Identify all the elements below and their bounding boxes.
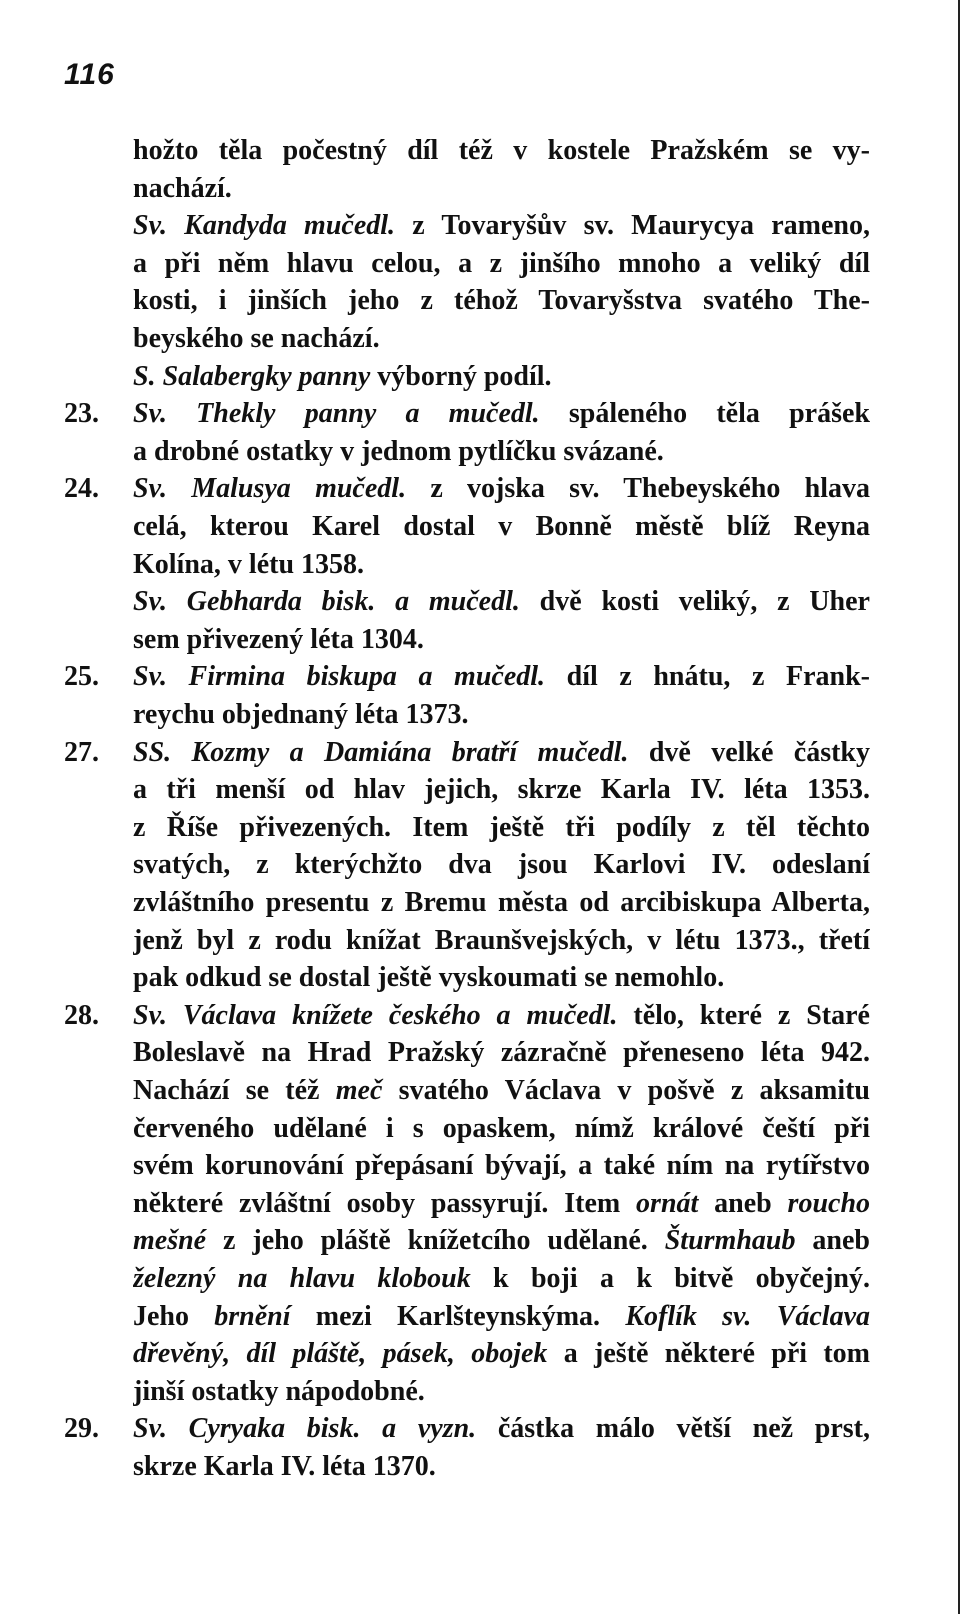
text-line [133,358,870,396]
text-segment: reychu objednaný léta 1373. [133,699,469,730]
entry-number: 24. [64,473,99,504]
text-line [133,1185,870,1223]
text-segment: z Říše přivezených. Item ještě tři podíly z těl těchto [133,812,870,843]
text-segment: z vojska sv. Thebeyského hlava [406,473,870,504]
entry-number: 29. [64,1413,99,1444]
text-segment: dvě kosti veliký, z Uher [519,586,870,617]
text-segment: aneb [795,1225,870,1256]
text-segment: skrze Karla IV. léta 1370. [133,1451,436,1482]
text-segment: a tři menší od hlav jejich, skrze Karla IV. léta 1353. [133,774,870,805]
italic-term: dřevěný, díl pláště, pásek, obojek [133,1338,548,1369]
text-line [133,1110,870,1148]
text-line [133,696,870,734]
text-line [133,583,870,621]
text-line [133,959,870,997]
italic-term: Sv. Malusya mučedl. [133,473,407,504]
text-segment: svém korunování přepásaní bývají, a také ním na rytířstvo [133,1150,870,1181]
text-line [133,1335,870,1373]
text-line [133,1147,870,1185]
text-line [133,1260,870,1298]
text-line [133,1034,870,1072]
text-line [133,884,870,922]
text-line [133,320,870,358]
text-line [133,922,870,960]
italic-term: Sv. Firmina biskupa a mučedl. [133,661,546,692]
text-line [133,508,870,546]
text-segment: svatých, z kterýchžto dva jsou Karlovi IV. odeslaní [133,849,870,880]
entry-number: 28. [64,1000,99,1031]
text-segment: aneb [698,1188,788,1219]
italic-term: Sv. Gebharda bisk. a mučedl. [133,586,520,617]
italic-term: Šturmhaub [664,1225,796,1256]
italic-term: roucho [787,1188,870,1219]
text-segment: částka málo větší než prst, [476,1413,870,1444]
text-line [133,658,870,696]
text-segment: svatého Václava v pošvě z aksamitu [382,1075,870,1106]
italic-term: Sv. Thekly panny a mučedl. [133,398,540,429]
text-segment: k boji a k bitvě obyčejný. [470,1263,870,1294]
text-segment: sem přivezený léta 1304. [133,624,424,655]
text-segment: Jeho [133,1301,215,1332]
text-line [133,809,870,847]
text-segment: a ještě některé při tom [547,1338,870,1369]
text-segment: tělo, které z Staré [617,1000,870,1031]
italic-term: meč [335,1075,383,1106]
text-line [133,470,870,508]
text-segment: beyského se nachází. [133,323,380,354]
italic-term: Koflík sv. Václava [625,1301,870,1332]
text-segment: mezi Karlšteynskýma. [290,1301,626,1332]
text-segment: jenž byl z rodu knížat Braunšvejských, v létu 1373., třetí [133,925,870,956]
text-segment: Nachází se též [133,1075,336,1106]
text-line [133,546,870,584]
text-segment: díl z hnátu, z Frank- [545,661,870,692]
text-line [133,1222,870,1260]
text-segment: z Tovaryšův sv. Maurycya rameno, [395,210,870,241]
text-line [133,1448,870,1486]
text-line [133,771,870,809]
text-line [133,846,870,884]
entry-number: 27. [64,737,99,768]
text-segment: celá, kterou Karel dostal v Bonně městě blíž Reyna [133,511,870,542]
text-segment: některé zvláštní osoby passyrují. Item [133,1188,637,1219]
text-segment: pak odkud se dostal ještě vyskoumati se nemohlo. [133,962,725,993]
text-segment: jinší ostatky nápodobné. [133,1376,425,1407]
italic-term: Sv. Kandyda mučedl. [133,210,396,241]
text-segment: Boleslavě na Hrad Pražský zázračně přeneseno léta 942. [133,1037,870,1068]
text-line [133,245,870,283]
italic-term: ornát [636,1188,699,1219]
text-segment: červeného udělané i s opaskem, nímž králové čeští při [133,1113,870,1144]
italic-term: SS. Kozmy a Damiána bratří mučedl. [133,737,629,768]
text-line [133,395,870,433]
italic-term: železný na hlavu klobouk [133,1263,471,1294]
text-line [133,734,870,772]
italic-term: mešné [133,1225,207,1256]
entry-number: 25. [64,661,99,692]
text-segment: výborný podíl. [370,361,552,392]
text-segment: a drobné ostatky v jednom pytlíčku svázané. [133,436,664,467]
page-number: 116 [64,58,115,91]
text-segment: zvláštního presentu z Bremu města od arcibiskupa Alberta, [133,887,870,918]
text-segment: dvě velké částky [628,737,870,768]
italic-term: Sv. Cyryaka bisk. a vyzn. [133,1413,477,1444]
text-segment: nachází. [133,173,232,204]
text-line [133,132,870,170]
text-segment: a při něm hlavu celou, a z jinšího mnoho a veliký díl [133,248,870,279]
text-line [133,170,870,208]
text-line [133,621,870,659]
italic-term: brnění [214,1301,291,1332]
text-line [133,207,870,245]
text-segment: z jeho pláště knížetcího udělané. [206,1225,665,1256]
text-line [133,433,870,471]
text-line [133,282,870,320]
text-line [133,1072,870,1110]
text-line [133,997,870,1035]
text-line [133,1373,870,1411]
text-segment: hožto těla počestný díl též v kostele Pražském se vy- [133,135,870,166]
text-line [133,1410,870,1448]
italic-term: S. Salabergky panny [133,361,371,392]
italic-term: Sv. Václava knížete českého a mučedl. [133,1000,618,1031]
entry-number: 23. [64,398,99,429]
text-line [133,1298,870,1336]
text-segment: Kolína, v létu 1358. [133,549,365,580]
text-segment: kosti, i jinších jeho z téhož Tovaryšstva svatého The- [133,285,870,316]
text-segment: spáleného těla prášek [539,398,870,429]
